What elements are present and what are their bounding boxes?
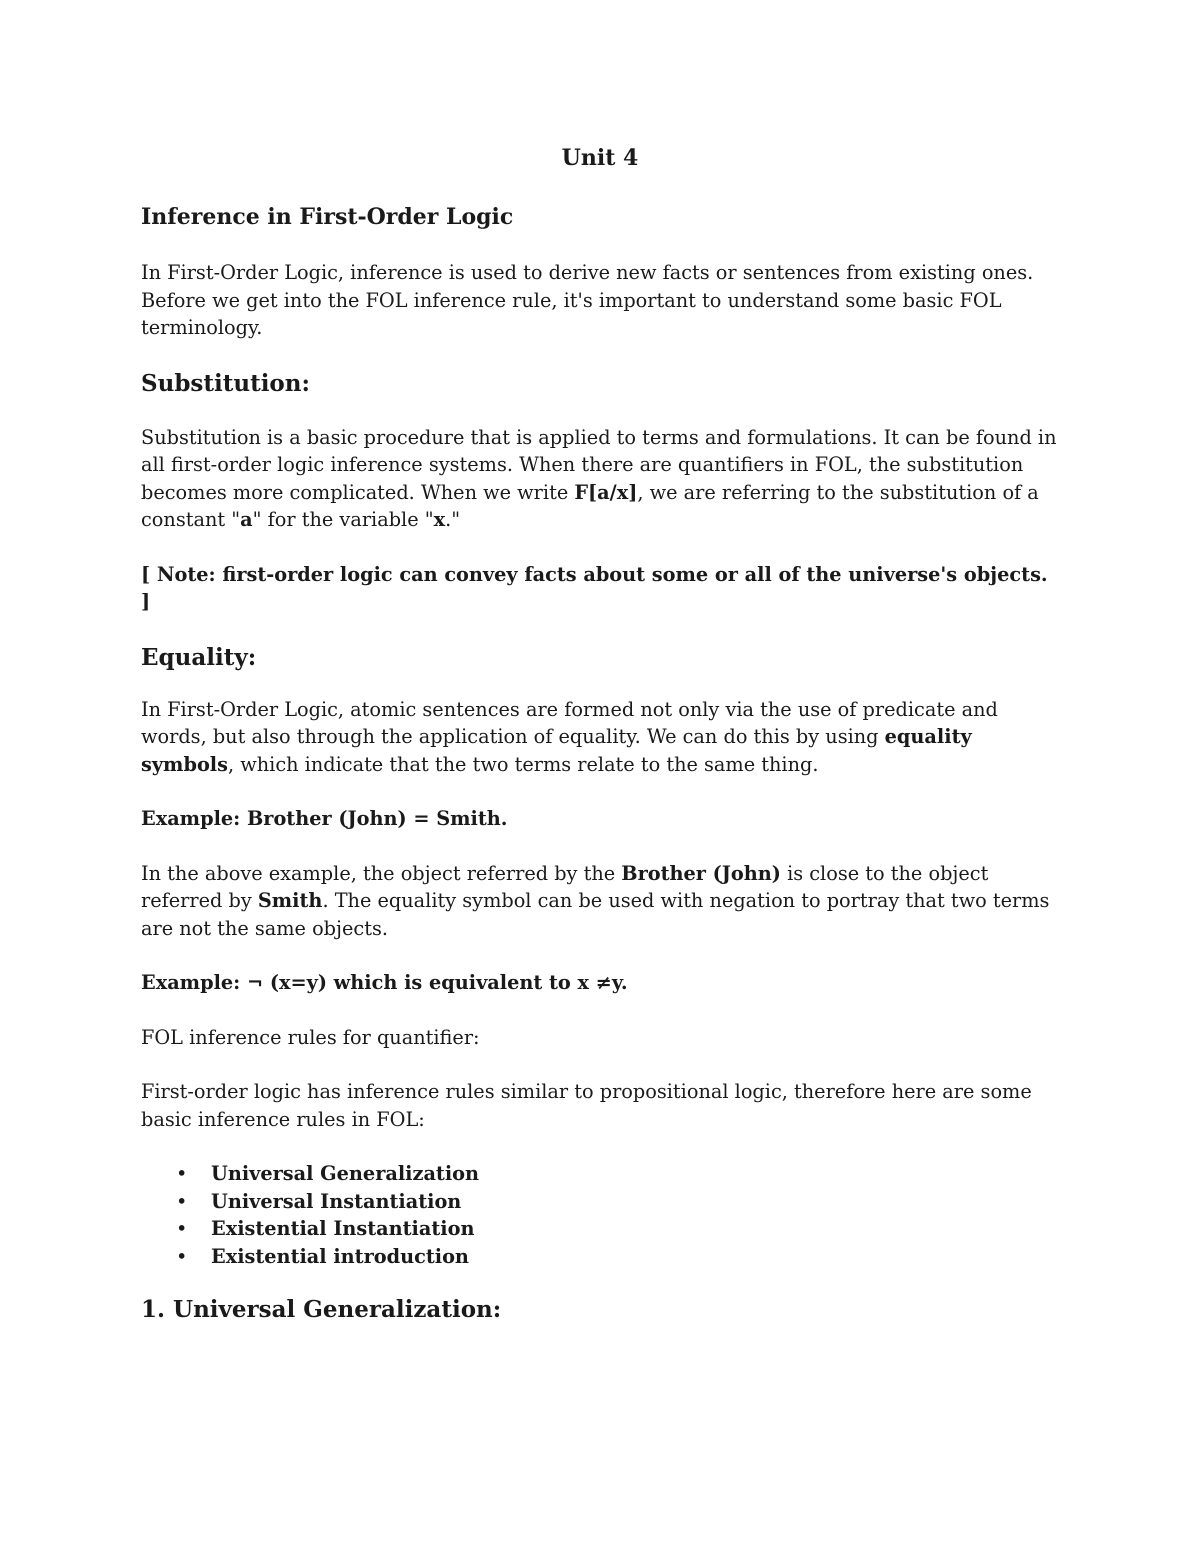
- equality-paragraph: In First-Order Logic, atomic sentences are formed not only via the use of predicate and words, but also through the application of equality. We can do this by using equality symbols, which indicate that the two terms relate to the same thing.: [141, 697, 998, 776]
- equality-example-1: Example: Brother (John) = Smith.: [141, 807, 508, 830]
- bullet-icon: •: [176, 1244, 188, 1268]
- list-item: • Universal Generalization: [141, 1160, 1061, 1188]
- main-heading: Inference in First-Order Logic: [141, 204, 514, 230]
- substitution-paragraph: Substitution is a basic procedure that is applied to terms and formulations. It can be found in all first-order logic inference systems. When there are quantifiers in FOL, the substitution becomes more complicated. When we write F[a/x], we are referring to the substitution of a constant "a" for the variable "x.": [141, 425, 1057, 531]
- unit-title: Unit 4: [561, 145, 639, 171]
- constant-a: a: [240, 508, 253, 531]
- intro-paragraph: In First-Order Logic, inference is used to derive new facts or sentences from existing ones. Before we get into the FOL inference rule, it's important to understand some basic FOL terminology.: [141, 261, 1034, 339]
- brother-john-term: Brother (John): [621, 861, 781, 885]
- equality-example-2: Example: ¬ (x=y) which is equivalent to x ≠y.: [141, 971, 628, 994]
- equality-heading: Equality:: [141, 643, 257, 671]
- variable-x: x: [433, 508, 446, 531]
- rules-heading: FOL inference rules for quantifier:: [141, 1025, 480, 1049]
- substitution-heading: Substitution:: [141, 369, 310, 397]
- bullet-icon: •: [176, 1217, 188, 1240]
- document-body: [141, 202, 1061, 1350]
- section-1-heading: 1. Universal Generalization:: [141, 1296, 502, 1323]
- substitution-note: [ Note: first-order logic can convey facts about some or all of the universe's objects. ]: [141, 562, 1048, 613]
- list-item: • Universal Instantiation: [141, 1188, 1061, 1216]
- bullet-icon: •: [176, 1162, 188, 1185]
- list-item: • Existential Instantiation: [141, 1215, 1061, 1243]
- f-expression: F[a/x]: [574, 480, 638, 504]
- equality-symbols-term: equality symbols: [141, 725, 972, 776]
- rules-list: [141, 1160, 1061, 1270]
- smith-term: Smith: [257, 889, 323, 912]
- list-item: • Existential introduction: [141, 1243, 1061, 1271]
- equality-explanation: In the above example, the object referred by the Brother (John) is close to the object referred by Smith. The equality symbol can be used with negation to portray that two terms are not the same objects.: [141, 861, 1050, 940]
- bullet-icon: •: [176, 1189, 188, 1213]
- rules-intro: First-order logic has inference rules similar to propositional logic, therefore here are some basic inference rules in FOL:: [141, 1080, 1032, 1131]
